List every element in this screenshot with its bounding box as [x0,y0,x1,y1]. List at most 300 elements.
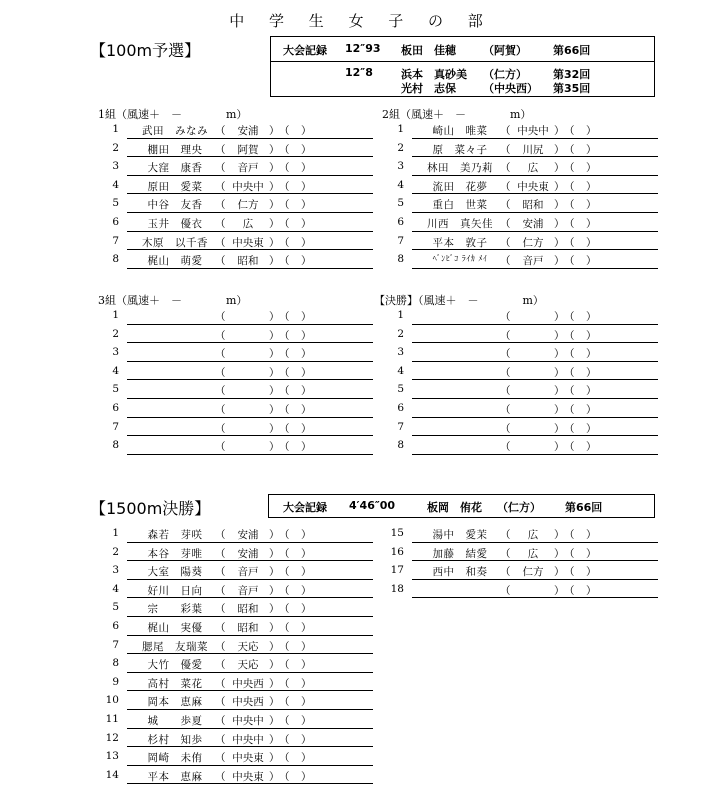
table-row [105,418,370,437]
paren-close: ） [269,714,280,727]
paren-close: ） [554,143,565,156]
paren-close: ） [586,236,597,249]
paren-open: （ [564,255,575,268]
paren-close: ） [586,180,597,193]
paren-open: （ [215,441,226,454]
paren-close: ） [269,199,280,212]
row-number: 1 [112,309,119,321]
table-row [105,580,370,599]
table-row [390,120,655,139]
athlete-name: 湯中 愛茉 [432,529,488,541]
paren-open: （ [564,329,575,342]
row-number: 1 [112,123,119,135]
athlete-name: 岡崎 未侑 [147,752,203,765]
row-number: 1 [397,309,404,321]
paren-open: （ [215,529,226,541]
row-number: 7 [112,638,119,651]
athlete-name: 平本 敦子 [432,236,488,249]
paren-open: （ [215,640,226,653]
paren-open: （ [564,217,575,230]
team-name: 広 [242,217,254,230]
record-time: 4′46″00 [349,499,396,512]
paren-close: ） [269,770,280,783]
table-row [105,617,370,636]
paren-open: （ [500,255,511,268]
paren-close: ） [586,125,597,137]
paren-close: ） [269,143,280,156]
row-number: 7 [112,420,119,433]
paren-open: （ [215,770,226,783]
record-team: （仁方） [483,68,527,81]
athlete-name: 玉井 優衣 [147,217,203,230]
paren-open: （ [279,385,290,398]
team-name: 昭和 [237,255,259,268]
paren-open: （ [500,217,511,230]
athlete-name: 岡本 恵麻 [147,696,203,709]
table-row [390,362,655,381]
table-row [105,232,370,251]
row-number: 8 [112,657,119,670]
athlete-name: 原 菜々子 [432,143,488,156]
athlete-name: 加藤 結愛 [432,547,488,560]
paren-open: （ [215,621,226,634]
athlete-name: 本谷 芽唯 [147,547,203,560]
row-underline [412,597,658,598]
table-row [390,399,655,418]
paren-close: ） [269,385,280,398]
table-row [105,157,370,176]
table-row [105,747,370,766]
table-row [105,250,370,269]
table-row [105,636,370,655]
paren-close: ） [586,366,597,379]
heat-2-list [390,120,655,269]
row-number: 6 [112,401,119,414]
paren-open: （ [564,162,575,175]
table-row [390,250,655,269]
table-row [105,176,370,195]
paren-close: ） [554,403,565,416]
paren-open: （ [279,162,290,175]
row-number: 3 [112,564,119,577]
record-team: （中央西） [483,82,538,95]
athlete-name: 重白 世菜 [432,199,488,212]
row-number: 2 [397,141,404,154]
table-row [105,325,370,344]
sprint-record-box [270,36,655,97]
paren-open: （ [564,311,575,323]
paren-close: ） [554,255,565,268]
paren-close: ） [586,162,597,175]
paren-open: （ [215,217,226,230]
paren-close: ） [301,422,312,435]
team-name: 音戸 [237,162,259,175]
record-holder: 浜本 真砂美 [401,68,467,81]
row-number: 8 [397,439,404,452]
paren-close: ） [554,366,565,379]
paren-open: （ [215,752,226,765]
row-number: 18 [390,582,404,595]
paren-close: ） [301,180,312,193]
row-number: 7 [112,234,119,247]
heat-title: 3組（風速＋ － m） [98,294,248,307]
row-number: 6 [397,401,404,414]
table-row [105,598,370,617]
paren-close: ） [554,329,565,342]
paren-open: （ [279,752,290,765]
paren-open: （ [215,329,226,342]
team-name: 天応 [237,659,259,672]
row-number: 7 [397,420,404,433]
row-number: 8 [112,439,119,452]
team-name: 仁方 [237,199,259,212]
paren-close: ） [301,529,312,541]
paren-close: ） [586,584,597,597]
athlete-name: 腮尾 友瑞菜 [142,640,208,653]
table-row [390,213,655,232]
paren-open: （ [500,143,511,156]
paren-close: ） [586,311,597,323]
team-name: 広 [527,529,539,541]
paren-open: （ [215,422,226,435]
table-row [105,673,370,692]
athlete-name: 大室 陽葵 [147,566,203,579]
paren-open: （ [500,566,511,579]
paren-open: （ [564,348,575,361]
table-row [390,343,655,362]
paren-open: （ [215,584,226,597]
record-meet: 第66回 [553,44,591,57]
team-name: 中央中 [517,125,549,137]
team-name: 仁方 [522,236,544,249]
page-title: 中 学 生 女 子 の 部 [229,12,493,30]
paren-open: （ [279,770,290,783]
athlete-name: 林田 美乃莉 [427,162,493,175]
table-row [390,380,655,399]
paren-open: （ [279,255,290,268]
distance-record-box [268,494,655,518]
paren-close: ） [301,162,312,175]
paren-close: ） [554,180,565,193]
paren-open: （ [215,547,226,560]
paren-close: ） [554,199,565,212]
paren-close: ） [586,385,597,398]
paren-open: （ [215,677,226,690]
paren-close: ） [301,385,312,398]
paren-open: （ [279,403,290,416]
paren-close: ） [301,584,312,597]
athlete-name: 川西 真矢佳 [427,217,493,230]
record-team: （仁方） [497,501,541,514]
paren-close: ） [554,584,565,597]
paren-close: ） [554,125,565,137]
athlete-name: 森若 芽咲 [147,529,203,541]
paren-close: ） [554,385,565,398]
paren-open: （ [215,348,226,361]
paren-open: （ [279,199,290,212]
table-row [105,306,370,325]
paren-open: （ [215,385,226,398]
paren-open: （ [564,441,575,454]
paren-open: （ [564,547,575,560]
team-name: 音戸 [237,584,259,597]
paren-open: （ [279,180,290,193]
athlete-name: 中谷 友香 [147,199,203,212]
paren-open: （ [564,366,575,379]
paren-close: ） [269,752,280,765]
paren-open: （ [500,441,511,454]
table-row [105,691,370,710]
paren-close: ） [554,529,565,541]
paren-close: ） [554,547,565,560]
paren-open: （ [279,441,290,454]
heat-title: 2組（風速＋ － m） [382,108,532,121]
row-number: 5 [397,197,404,210]
paren-close: ） [301,255,312,268]
table-row [105,543,370,562]
row-number: 7 [397,234,404,247]
row-number: 5 [112,383,119,396]
table-row [390,580,655,599]
athlete-name: 宗 彩葉 [147,603,203,616]
table-row [390,194,655,213]
paren-close: ） [269,329,280,342]
paren-close: ） [269,441,280,454]
row-number: 4 [112,582,119,595]
table-row [105,139,370,158]
table-row [390,543,655,562]
row-number: 1 [112,527,119,539]
row-number: 4 [112,178,119,191]
paren-open: （ [279,311,290,323]
paren-open: （ [564,422,575,435]
paren-open: （ [279,714,290,727]
paren-open: （ [279,659,290,672]
paren-close: ） [269,696,280,709]
paren-close: ） [301,770,312,783]
paren-open: （ [279,566,290,579]
paren-close: ） [301,143,312,156]
table-row [105,561,370,580]
row-number: 11 [105,712,119,725]
paren-close: ） [301,603,312,616]
row-number: 4 [397,364,404,377]
paren-open: （ [500,311,511,323]
paren-close: ） [301,125,312,137]
athlete-name: 大窪 康香 [147,162,203,175]
paren-close: ） [301,733,312,746]
record-label: 大会記録 [283,501,327,514]
team-name: 川尻 [522,143,544,156]
paren-close: ） [269,677,280,690]
row-number: 17 [390,564,404,577]
paren-close: ） [269,733,280,746]
paren-open: （ [215,311,226,323]
paren-close: ） [269,403,280,416]
paren-open: （ [500,366,511,379]
athlete-name: 高村 菜花 [147,677,203,690]
paren-open: （ [500,529,511,541]
paren-close: ） [554,217,565,230]
team-name: 昭和 [522,199,544,212]
paren-open: （ [279,366,290,379]
athlete-name: ﾍﾞﾝﾋﾞｺ ﾗｲｶ ﾒｲ [432,254,488,264]
paren-close: ） [301,311,312,323]
team-name: 音戸 [522,255,544,268]
table-row [105,710,370,729]
paren-close: ） [269,603,280,616]
row-number: 6 [112,619,119,632]
paren-open: （ [564,385,575,398]
row-number: 6 [112,215,119,228]
athlete-name: 好川 日向 [147,584,203,597]
paren-open: （ [215,180,226,193]
table-row [390,157,655,176]
paren-close: ） [301,329,312,342]
paren-close: ） [301,348,312,361]
row-underline [127,454,373,455]
record-holder: 光村 志保 [401,82,456,95]
paren-close: ） [586,143,597,156]
row-number: 8 [112,253,119,266]
paren-close: ） [301,659,312,672]
paren-open: （ [500,199,511,212]
paren-close: ） [269,162,280,175]
record-team: （阿賀） [483,44,527,57]
team-name: 仁方 [522,566,544,579]
table-row [390,176,655,195]
paren-open: （ [215,366,226,379]
athlete-name: 杉村 知歩 [147,733,203,746]
paren-open: （ [279,329,290,342]
sprint-section-title: 【100m予選】 [90,41,201,60]
record-holder: 板岡 侑花 [427,501,482,514]
paren-open: （ [279,348,290,361]
paren-open: （ [215,199,226,212]
paren-close: ） [554,311,565,323]
team-name: 安浦 [237,125,259,137]
row-underline [412,454,658,455]
team-name: 安浦 [522,217,544,230]
row-number: 5 [397,383,404,396]
team-name: 中央西 [232,696,264,709]
table-row [105,766,370,785]
paren-open: （ [215,696,226,709]
paren-close: ） [301,217,312,230]
record-label: 大会記録 [283,44,327,57]
team-name: 中央東 [232,752,264,765]
row-number: 5 [112,197,119,210]
paren-close: ） [586,255,597,268]
row-number: 4 [397,178,404,191]
paren-open: （ [215,236,226,249]
paren-close: ） [554,236,565,249]
row-number: 1 [397,123,404,135]
paren-open: （ [215,733,226,746]
paren-close: ） [301,366,312,379]
record-time: 12″93 [345,42,381,55]
team-name: 広 [527,547,539,560]
row-number: 3 [112,160,119,173]
athlete-name: 梶山 実優 [147,621,203,634]
paren-open: （ [500,403,511,416]
paren-close: ） [269,311,280,323]
paren-open: （ [564,584,575,597]
paren-open: （ [564,529,575,541]
team-name: 昭和 [237,603,259,616]
team-name: 安浦 [237,529,259,541]
team-name: 昭和 [237,621,259,634]
table-row [390,139,655,158]
paren-open: （ [215,603,226,616]
athlete-name: 梶山 萌愛 [147,255,203,268]
athlete-name: 原田 愛菜 [147,180,203,193]
paren-close: ） [301,696,312,709]
heat-title: 【決勝】（風速＋ － m） [374,294,544,307]
paren-open: （ [500,584,511,597]
team-name: 安浦 [237,547,259,560]
team-name: 中央東 [232,770,264,783]
row-number: 14 [105,768,119,781]
table-row [105,213,370,232]
heat-1-list [105,120,370,269]
distance-list-1 [105,524,370,784]
paren-open: （ [500,329,511,342]
distance-list-2 [390,524,655,598]
team-name: 中央東 [232,236,264,249]
record-time: 12″8 [345,66,373,79]
table-row [105,729,370,748]
table-row [105,524,370,543]
table-row [390,436,655,455]
paren-close: ） [301,236,312,249]
paren-open: （ [215,125,226,137]
paren-close: ） [301,441,312,454]
paren-open: （ [564,566,575,579]
paren-open: （ [279,422,290,435]
paren-open: （ [500,180,511,193]
paren-close: ） [586,422,597,435]
table-row [390,524,655,543]
paren-close: ） [586,547,597,560]
paren-open: （ [500,162,511,175]
table-row [105,194,370,213]
paren-close: ） [586,566,597,579]
paren-open: （ [279,696,290,709]
paren-open: （ [215,143,226,156]
paren-open: （ [279,236,290,249]
paren-close: ） [301,621,312,634]
athlete-name: 西中 和奏 [432,566,488,579]
paren-close: ） [269,180,280,193]
paren-open: （ [215,659,226,672]
paren-open: （ [279,640,290,653]
paren-open: （ [279,733,290,746]
table-row [105,343,370,362]
paren-close: ） [269,529,280,541]
table-row [105,399,370,418]
table-row [390,325,655,344]
paren-close: ） [586,199,597,212]
paren-open: （ [564,143,575,156]
paren-open: （ [215,566,226,579]
paren-close: ） [269,584,280,597]
table-row [390,306,655,325]
table-row [105,362,370,381]
row-number: 13 [105,750,119,763]
row-number: 4 [112,364,119,377]
table-row [390,232,655,251]
